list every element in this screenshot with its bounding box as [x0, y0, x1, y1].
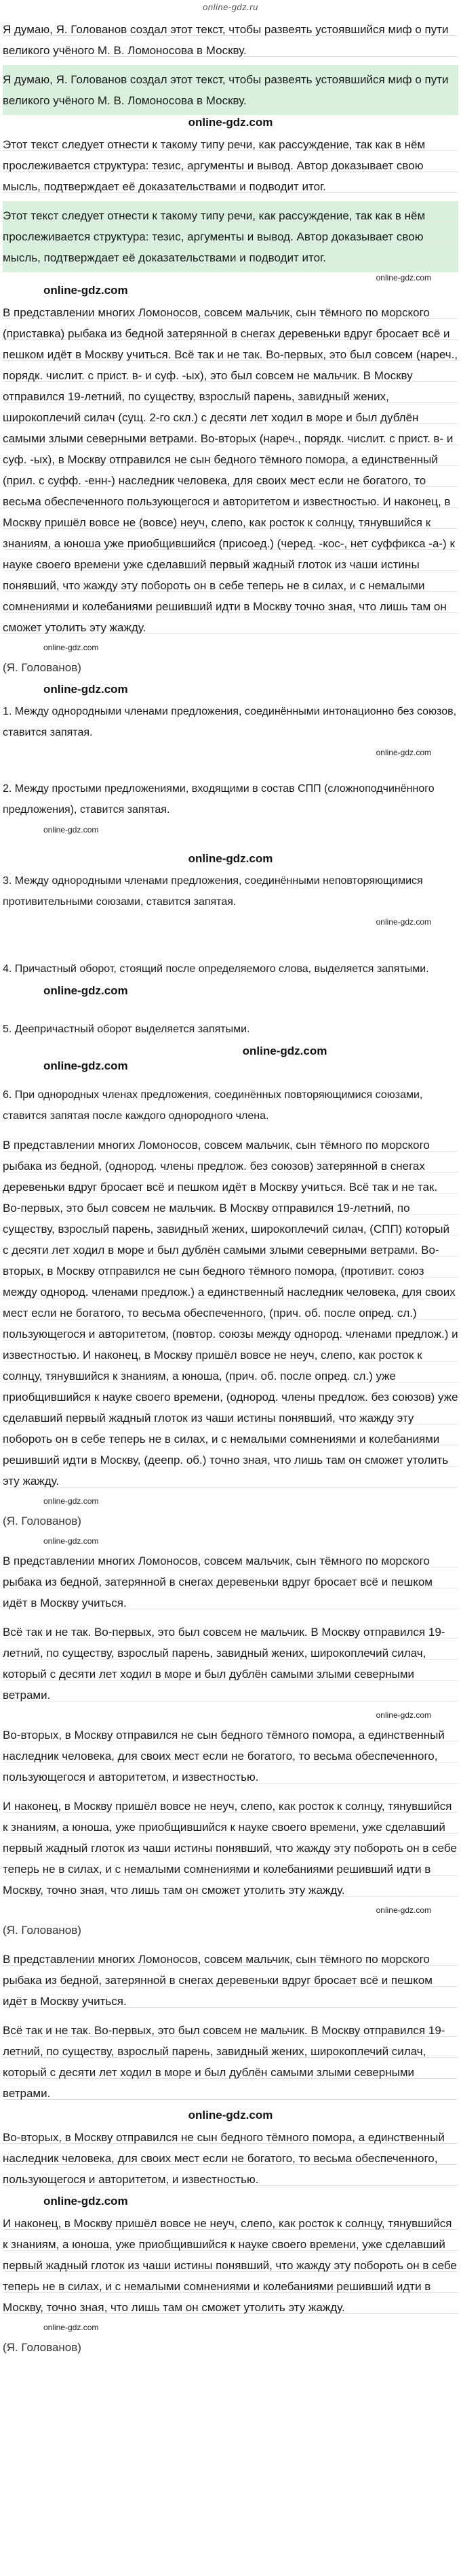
- paragraph-2: Всё так и не так. Во-первых, это был совсем не мальчик. В Москву отправился 19-летний, по существу, взрослый парень, завидный жених, широкоплечий силач, который с десяти лет ходил в море и был дублён самыми злыми северными ветрами.: [3, 2016, 458, 2108]
- watermark: online-gdz.com: [43, 2323, 99, 2332]
- paragraph-1: В представлении многих Ломоносов, совсем мальчик, сын тёмного по морского рыбака из бедной, затерянной в снегах деревеньки вдруг бросает всё и пешком идёт в Москву учиться.: [3, 1945, 458, 2016]
- text-type-paragraph: Этот текст следует отнести к такому типу речи, как рассуждение, так как в нём прослеживается структура: тезис, аргументы и вывод. Автор доказывает свою мысль, подтверждает её доказательствами и подводит итог.: [3, 130, 458, 201]
- watermark: online-gdz.com: [43, 284, 128, 297]
- author-signature: (Я. Голованов): [3, 1924, 81, 1937]
- watermark: online-gdz.com: [242, 1044, 327, 1057]
- paragraph-1: В представлении многих Ломоносов, совсем мальчик, сын тёмного по морского рыбака из бедной, затерянной в снегах деревеньки вдруг бросает всё и пешком идёт в Москву учиться.: [3, 1546, 458, 1618]
- watermark: online-gdz.com: [43, 984, 128, 997]
- punctuation-analysis: В представлении многих Ломоносов, совсем мальчик, сын тёмного по морского рыбака из бедной, (однород. члены предлож. без союзов) затерянной в снегах деревеньки вдруг бросает всё и пешком идёт в Москву учиться. Всё так и не так. Во-первых, это был совсем не мальчик. В Москву отправился 19-летний, по существу, взрослый парень, завидный жених, широкоплечий силач, (СПП) который с десяти лет ходил в море и был дублён самыми злыми северными ветрами. Во-вторых, в Москву отправился не сын бедного тёмного помора, (противит. союз между однород. членами предлож.) а единственный наследник человека, для своих мест если не богатого, то весьма обеспеченного, (прич. об. после опред. сл.) пользующегося и авторитетом, (повтор. союзы между однород. членами предлож.) и известностью. И наконец, в Москву пришёл вовсе не неуч, слепо, как росток к солнцу, тянувшийся к знаниям, а юноша, (прич. об. после опред. сл.) уже приобщившийся к науке своего времени, (однород. члены предлож. без союзов) уже сделавший первый жадный глоток из чаши истины понявший, что жажду эту побороть он в себе теперь не в силах, и с немалыми сомнениями и колебаниями решивший идти в Москву, (деепр. об.) точно зная, что лишь там он сможет утолить эту жажду.: [3, 1131, 458, 1496]
- watermark: online-gdz.com: [376, 748, 431, 757]
- watermark: online-gdz.com: [43, 1536, 99, 1546]
- answer-content: [0, 15, 461, 2362]
- watermark: online-gdz.com: [376, 917, 431, 927]
- orthography-analysis: В представлении многих Ломоносов, совсем мальчик, сын тёмного по морского (приставка) рыбака из бедной затерянной в снегах деревеньки вдруг бросает всё и пешком идёт в Москву учиться. Всё так и не так. Во-первых, это был совсем (нареч., порядк. числит. с прист. в- и суф. -ых), это был совсем не мальчик. В Москву отправился 19-летний, по существу, взрослый парень, завидный жених, широкоплечий силач (сущ. 2-го скл.) с десяти лет ходил в море и был дублён самыми злыми северными ветрами. Во-вторых (нареч., порядк. числит. с прист. в- и суф. -ых), в Москву отправился не сын бедного тёмного помора, а единственный (прил. с суфф. -енн-) наследник человека, для своих мест если не богатого, то весьма обеспеченного пользующегося и авторитетом и известностью. И наконец, в Москву пришёл вовсе не (вовсе) неуч, слепо, как росток к солнцу, тянувшийся к знаниям, а юноша уже приобщившийся (присоед.) (черед. -кос-, нет суффикса -а-) к науке своего времени уже сделавший первый жадный глоток из чаши истины понявший, что жажду эту побороть он в себе теперь не в силах, и с немалыми сомнениями и колебаниями решивший идти в Москву точно зная, что лишь там он сможет утолить эту жажду.: [3, 298, 458, 642]
- paragraph-3: Во-вторых, в Москву отправился не сын бедного тёмного помора, а единственный наследник человека, для своих мест если не богатого, то весьма обеспеченного, пользующегося и авторитетом, и известностью.: [3, 2123, 458, 2194]
- author-signature: (Я. Голованов): [3, 2341, 81, 2354]
- rule-item-1: 1. Между однородными членами предложения, соединёнными интонационно без союзов, ставится запятая.: [3, 706, 460, 738]
- watermark: online-gdz.com: [376, 1710, 431, 1720]
- watermark: online-gdz.com: [43, 1496, 99, 1506]
- paragraph-4: И наконец, в Москву пришёл вовсе не неуч, слепо, как росток к солнцу, тянувшийся к знаниям, а юноша, уже приобщившийся к науке своего времени, уже сделавший первый жадный глоток из чаши истины понявший, что жажду эту побороть он в себе теперь не в силах, и с немалыми сомнениями и колебаниями решивший идти в Москву, точно зная, что лишь там он сможет утолить эту жажду.: [3, 2209, 458, 2322]
- rule-item-2: 2. Между простыми предложениями, входящими в состав СПП (сложноподчинённого предложения), ставится запятая.: [3, 783, 438, 816]
- watermark: online-gdz.com: [43, 1059, 128, 1072]
- intro-paragraph: Я думаю, Я. Голованов создал этот текст, чтобы развеять устоявшийся миф о пути великого учёного М. В. Ломоносова в Москву.: [3, 15, 458, 65]
- watermark: online-gdz.com: [376, 273, 431, 282]
- watermark: online-gdz.com: [188, 2109, 273, 2121]
- rule-item-3: 3. Между однородными членами предложения, соединёнными неповторяющимися противительными союзами, ставится запятая.: [3, 875, 426, 908]
- paragraph-4: И наконец, в Москву пришёл вовсе не неуч, слепо, как росток к солнцу, тянувшийся к знаниям, а юноша, уже приобщившийся к науке своего времени, уже сделавший первый жадный глоток из чаши истины понявший, что жажду эту побороть он в себе теперь не в силах, и с немалыми сомнениями и колебаниями решивший идти в Москву, точно зная, что лишь там он сможет утолить эту жажду.: [3, 1792, 458, 1905]
- rule-item-5: 5. Деепричастный оборот выделяется запятыми.: [3, 1023, 250, 1035]
- rule-item-4: 4. Причастный оборот, стоящий после определяемого слова, выделяется запятыми.: [3, 963, 429, 975]
- text-type-paragraph-highlighted: Этот текст следует отнести к такому типу речи, как рассуждение, так как в нём прослеживается структура: тезис, аргументы и вывод. Автор доказывает свою мысль, подтверждает её доказательствами и подводит итог.: [3, 201, 458, 272]
- intro-paragraph-highlighted: Я думаю, Я. Голованов создал этот текст, чтобы развеять устоявшийся миф о пути великого учёного М. В. Ломоносова в Москву.: [3, 65, 458, 115]
- site-logo[interactable]: online-gdz.ru: [203, 2, 258, 12]
- watermark: online-gdz.com: [43, 825, 99, 835]
- watermark: online-gdz.com: [43, 683, 128, 696]
- watermark: online-gdz.com: [43, 643, 99, 652]
- watermark: online-gdz.com: [43, 2195, 128, 2208]
- author-signature: (Я. Голованов): [3, 661, 81, 674]
- rule-item-6: 6. При однородных членах предложения, соединённых повторяющимися союзами, ставится запятая после каждого однородного члена.: [3, 1089, 426, 1122]
- watermark: online-gdz.com: [188, 852, 273, 865]
- paragraph-3: Во-вторых, в Москву отправился не сын бедного тёмного помора, а единственный наследник человека, для своих мест если не богатого, то весьма обеспеченного, пользующегося и авторитетом, и известностью.: [3, 1720, 458, 1792]
- author-signature: (Я. Голованов): [3, 1515, 81, 1527]
- watermark: online-gdz.com: [188, 116, 273, 129]
- paragraph-2: Всё так и не так. Во-первых, это был совсем не мальчик. В Москву отправился 19-летний, по существу, взрослый парень, завидный жених, широкоплечий силач, который с десяти лет ходил в море и был дублён самыми злыми северными ветрами.: [3, 1618, 458, 1710]
- watermark: online-gdz.com: [376, 1905, 431, 1915]
